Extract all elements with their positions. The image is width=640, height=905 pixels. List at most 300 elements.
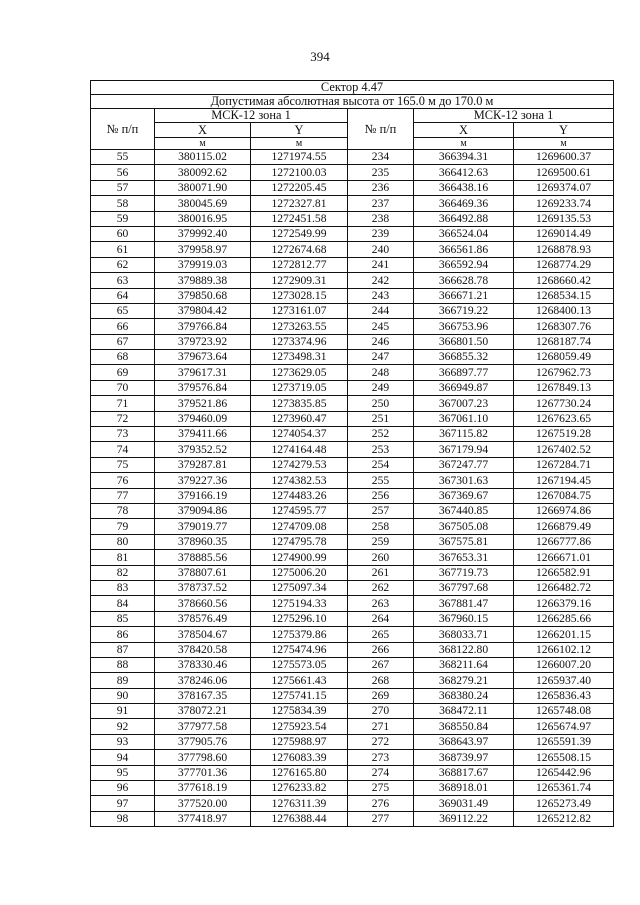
point-number-right: 242 [348, 273, 414, 288]
y-value-left: 1276311.39 [251, 796, 348, 811]
y-value-right: 1269374.07 [514, 180, 614, 195]
x-value-left: 379766.84 [155, 319, 251, 334]
x-value-right: 366628.78 [414, 273, 514, 288]
y-value-right: 1267623.65 [514, 411, 614, 426]
table-row [91, 303, 614, 318]
x-value-left: 379576.84 [155, 380, 251, 395]
y-value-left: 1275379.86 [251, 627, 348, 642]
y-value-left: 1275097.34 [251, 580, 348, 595]
x-value-left: 378737.52 [155, 580, 251, 595]
x-header-left: X [155, 123, 251, 138]
x-value-left: 377701.36 [155, 765, 251, 780]
table-row [91, 550, 614, 565]
number-header-left: № п/п [91, 109, 155, 150]
x-value-right: 368817.67 [414, 765, 514, 780]
x-value-right: 366671.21 [414, 288, 514, 303]
unit-x-left: м [155, 138, 251, 150]
unit-y-left: м [251, 138, 348, 150]
point-number-left: 92 [91, 719, 155, 734]
point-number-right: 263 [348, 596, 414, 611]
x-value-right: 367719.73 [414, 565, 514, 580]
table-row [91, 396, 614, 411]
table-row [91, 411, 614, 426]
point-number-left: 88 [91, 657, 155, 672]
sector-title: Сектор 4.47 [91, 81, 614, 95]
point-number-right: 276 [348, 796, 414, 811]
y-value-left: 1272451.58 [251, 211, 348, 226]
y-value-right: 1265273.49 [514, 796, 614, 811]
table-row [91, 427, 614, 442]
x-value-right: 367179.94 [414, 442, 514, 457]
x-value-left: 377905.76 [155, 734, 251, 749]
table-row [91, 442, 614, 457]
y-value-right: 1268400.13 [514, 303, 614, 318]
x-value-left: 380045.69 [155, 196, 251, 211]
y-header-left: Y [251, 123, 348, 138]
y-value-right: 1265937.40 [514, 673, 614, 688]
x-value-right: 366394.31 [414, 150, 514, 165]
x-value-left: 377798.60 [155, 750, 251, 765]
point-number-right: 273 [348, 750, 414, 765]
x-value-right: 369112.22 [414, 811, 514, 826]
y-value-right: 1266671.01 [514, 550, 614, 565]
zone-header-right: МСК-12 зона 1 [414, 109, 614, 123]
x-value-left: 379723.92 [155, 334, 251, 349]
y-value-left: 1272100.03 [251, 165, 348, 180]
y-value-right: 1267402.52 [514, 442, 614, 457]
y-value-right: 1265442.96 [514, 765, 614, 780]
y-value-left: 1274279.53 [251, 457, 348, 472]
point-number-right: 246 [348, 334, 414, 349]
point-number-left: 59 [91, 211, 155, 226]
point-number-left: 79 [91, 519, 155, 534]
point-number-right: 245 [348, 319, 414, 334]
point-number-left: 66 [91, 319, 155, 334]
x-value-right: 367881.47 [414, 596, 514, 611]
y-value-left: 1275474.96 [251, 642, 348, 657]
point-number-left: 89 [91, 673, 155, 688]
y-value-left: 1275834.39 [251, 704, 348, 719]
point-number-right: 277 [348, 811, 414, 826]
table-row [91, 750, 614, 765]
y-value-left: 1272549.99 [251, 226, 348, 241]
point-number-left: 55 [91, 150, 155, 165]
point-number-left: 81 [91, 550, 155, 565]
x-value-right: 366469.36 [414, 196, 514, 211]
y-header-right: Y [514, 123, 614, 138]
table-body [91, 150, 614, 827]
table-row [91, 319, 614, 334]
y-value-right: 1265748.08 [514, 704, 614, 719]
y-value-left: 1275194.33 [251, 596, 348, 611]
y-value-right: 1266582.91 [514, 565, 614, 580]
y-value-right: 1269014.49 [514, 226, 614, 241]
table-row [91, 457, 614, 472]
point-number-right: 249 [348, 380, 414, 395]
point-number-left: 56 [91, 165, 155, 180]
x-value-left: 378504.67 [155, 627, 251, 642]
point-number-left: 93 [91, 734, 155, 749]
table-row [91, 704, 614, 719]
y-value-left: 1276233.82 [251, 781, 348, 796]
x-value-right: 367653.31 [414, 550, 514, 565]
point-number-right: 248 [348, 365, 414, 380]
y-value-right: 1267194.45 [514, 473, 614, 488]
table-row [91, 273, 614, 288]
x-value-right: 367797.68 [414, 580, 514, 595]
table-row [91, 765, 614, 780]
x-value-left: 379166.19 [155, 488, 251, 503]
y-value-left: 1273028.15 [251, 288, 348, 303]
point-number-left: 67 [91, 334, 155, 349]
point-number-left: 90 [91, 688, 155, 703]
y-value-right: 1266379.16 [514, 596, 614, 611]
x-value-left: 378576.49 [155, 611, 251, 626]
table-row [91, 596, 614, 611]
x-value-left: 378330.46 [155, 657, 251, 672]
x-value-right: 368550.84 [414, 719, 514, 734]
x-value-right: 367440.85 [414, 503, 514, 518]
x-value-right: 368643.97 [414, 734, 514, 749]
table-row [91, 781, 614, 796]
x-value-left: 379521.86 [155, 396, 251, 411]
y-value-right: 1266777.86 [514, 534, 614, 549]
point-number-left: 61 [91, 242, 155, 257]
point-number-right: 261 [348, 565, 414, 580]
x-value-right: 366719.22 [414, 303, 514, 318]
x-value-left: 377520.00 [155, 796, 251, 811]
x-value-left: 380092.62 [155, 165, 251, 180]
y-value-right: 1266482.72 [514, 580, 614, 595]
point-number-right: 265 [348, 627, 414, 642]
x-value-right: 368211.64 [414, 657, 514, 672]
y-value-left: 1274795.78 [251, 534, 348, 549]
y-value-left: 1271974.55 [251, 150, 348, 165]
x-value-right: 366592.94 [414, 257, 514, 272]
y-value-right: 1269233.74 [514, 196, 614, 211]
point-number-right: 260 [348, 550, 414, 565]
x-value-left: 379287.81 [155, 457, 251, 472]
table-row [91, 350, 614, 365]
y-value-left: 1273498.31 [251, 350, 348, 365]
y-value-left: 1272812.77 [251, 257, 348, 272]
x-value-right: 366753.96 [414, 319, 514, 334]
table-row [91, 657, 614, 672]
point-number-right: 239 [348, 226, 414, 241]
x-value-right: 368739.97 [414, 750, 514, 765]
x-value-right: 367115.82 [414, 427, 514, 442]
point-number-left: 84 [91, 596, 155, 611]
y-value-right: 1268774.29 [514, 257, 614, 272]
table-row [91, 688, 614, 703]
point-number-right: 275 [348, 781, 414, 796]
point-number-right: 254 [348, 457, 414, 472]
x-value-left: 379460.09 [155, 411, 251, 426]
table-row [91, 226, 614, 241]
y-value-left: 1274054.37 [251, 427, 348, 442]
point-number-left: 68 [91, 350, 155, 365]
y-value-left: 1276083.39 [251, 750, 348, 765]
x-value-left: 380071.90 [155, 180, 251, 195]
point-number-left: 70 [91, 380, 155, 395]
point-number-right: 272 [348, 734, 414, 749]
x-value-left: 379889.38 [155, 273, 251, 288]
point-number-left: 62 [91, 257, 155, 272]
x-value-right: 366561.86 [414, 242, 514, 257]
table-row [91, 257, 614, 272]
x-value-left: 379804.42 [155, 303, 251, 318]
y-value-left: 1275661.43 [251, 673, 348, 688]
point-number-left: 76 [91, 473, 155, 488]
y-value-left: 1273719.05 [251, 380, 348, 395]
y-value-right: 1266974.86 [514, 503, 614, 518]
table-row [91, 165, 614, 180]
y-value-right: 1265591.39 [514, 734, 614, 749]
x-value-right: 367369.67 [414, 488, 514, 503]
x-value-right: 368918.01 [414, 781, 514, 796]
y-value-left: 1272909.31 [251, 273, 348, 288]
x-value-right: 368472.11 [414, 704, 514, 719]
point-number-left: 96 [91, 781, 155, 796]
point-number-right: 253 [348, 442, 414, 457]
point-number-left: 87 [91, 642, 155, 657]
table-row [91, 242, 614, 257]
y-value-right: 1266102.12 [514, 642, 614, 657]
point-number-left: 85 [91, 611, 155, 626]
point-number-right: 268 [348, 673, 414, 688]
x-value-left: 378660.56 [155, 596, 251, 611]
y-value-right: 1269600.37 [514, 150, 614, 165]
table-row [91, 519, 614, 534]
table-row [91, 196, 614, 211]
x-value-left: 377418.97 [155, 811, 251, 826]
table-row [91, 288, 614, 303]
x-value-right: 368279.21 [414, 673, 514, 688]
y-value-right: 1268059.49 [514, 350, 614, 365]
point-number-left: 75 [91, 457, 155, 472]
x-value-right: 366897.77 [414, 365, 514, 380]
y-value-right: 1265361.74 [514, 781, 614, 796]
point-number-right: 234 [348, 150, 414, 165]
y-value-left: 1275006.20 [251, 565, 348, 580]
x-value-right: 367505.08 [414, 519, 514, 534]
y-value-left: 1275923.54 [251, 719, 348, 734]
point-number-right: 259 [348, 534, 414, 549]
y-value-left: 1273835.85 [251, 396, 348, 411]
x-value-left: 379919.03 [155, 257, 251, 272]
number-header-right: № п/п [348, 109, 414, 150]
y-value-left: 1273374.96 [251, 334, 348, 349]
table-row [91, 211, 614, 226]
y-value-left: 1273960.47 [251, 411, 348, 426]
point-number-right: 257 [348, 503, 414, 518]
x-value-right: 367007.23 [414, 396, 514, 411]
point-number-left: 65 [91, 303, 155, 318]
point-number-left: 91 [91, 704, 155, 719]
y-value-right: 1267849.13 [514, 380, 614, 395]
point-number-right: 266 [348, 642, 414, 657]
point-number-left: 64 [91, 288, 155, 303]
y-value-right: 1266879.49 [514, 519, 614, 534]
point-number-right: 250 [348, 396, 414, 411]
x-value-left: 379411.66 [155, 427, 251, 442]
y-value-left: 1274382.53 [251, 473, 348, 488]
table-row [91, 627, 614, 642]
point-number-right: 270 [348, 704, 414, 719]
table-row [91, 473, 614, 488]
y-value-right: 1268878.93 [514, 242, 614, 257]
x-value-right: 368380.24 [414, 688, 514, 703]
point-number-right: 247 [348, 350, 414, 365]
x-value-left: 378885.56 [155, 550, 251, 565]
y-value-right: 1268660.42 [514, 273, 614, 288]
unit-y-right: м [514, 138, 614, 150]
point-number-left: 95 [91, 765, 155, 780]
point-number-right: 241 [348, 257, 414, 272]
point-number-right: 269 [348, 688, 414, 703]
point-number-right: 235 [348, 165, 414, 180]
y-value-right: 1268187.74 [514, 334, 614, 349]
y-value-left: 1274595.77 [251, 503, 348, 518]
point-number-left: 69 [91, 365, 155, 380]
point-number-left: 94 [91, 750, 155, 765]
point-number-right: 264 [348, 611, 414, 626]
y-value-right: 1267519.28 [514, 427, 614, 442]
height-note: Допустимая абсолютная высота от 165.0 м до 170.0 м [91, 95, 614, 109]
x-value-left: 379094.86 [155, 503, 251, 518]
point-number-right: 256 [348, 488, 414, 503]
y-value-right: 1265674.97 [514, 719, 614, 734]
y-value-left: 1275988.97 [251, 734, 348, 749]
point-number-right: 252 [348, 427, 414, 442]
x-value-left: 378420.58 [155, 642, 251, 657]
y-value-right: 1268307.76 [514, 319, 614, 334]
x-value-left: 379992.40 [155, 226, 251, 241]
point-number-left: 60 [91, 226, 155, 241]
y-value-left: 1274709.08 [251, 519, 348, 534]
x-value-left: 379352.52 [155, 442, 251, 457]
x-value-left: 378246.06 [155, 673, 251, 688]
x-value-left: 379019.77 [155, 519, 251, 534]
x-value-left: 378960.35 [155, 534, 251, 549]
y-value-left: 1276388.44 [251, 811, 348, 826]
x-value-right: 368122.80 [414, 642, 514, 657]
table-row [91, 180, 614, 195]
x-value-right: 366492.88 [414, 211, 514, 226]
point-number-right: 244 [348, 303, 414, 318]
point-number-left: 78 [91, 503, 155, 518]
point-number-right: 267 [348, 657, 414, 672]
y-value-right: 1265508.15 [514, 750, 614, 765]
table-row [91, 673, 614, 688]
y-value-right: 1266201.15 [514, 627, 614, 642]
point-number-left: 63 [91, 273, 155, 288]
x-value-right: 367575.81 [414, 534, 514, 549]
point-number-right: 255 [348, 473, 414, 488]
point-number-right: 262 [348, 580, 414, 595]
point-number-left: 71 [91, 396, 155, 411]
x-value-right: 369031.49 [414, 796, 514, 811]
y-value-right: 1266285.66 [514, 611, 614, 626]
point-number-right: 251 [348, 411, 414, 426]
table-row [91, 580, 614, 595]
x-value-left: 378807.61 [155, 565, 251, 580]
x-value-right: 367960.15 [414, 611, 514, 626]
x-value-right: 367301.63 [414, 473, 514, 488]
x-value-left: 377977.58 [155, 719, 251, 734]
point-number-right: 243 [348, 288, 414, 303]
x-value-left: 379958.97 [155, 242, 251, 257]
y-value-left: 1274483.26 [251, 488, 348, 503]
table-row [91, 734, 614, 749]
table-row [91, 811, 614, 826]
x-header-right: X [414, 123, 514, 138]
x-value-right: 366524.04 [414, 226, 514, 241]
y-value-left: 1273629.05 [251, 365, 348, 380]
y-value-right: 1265212.82 [514, 811, 614, 826]
y-value-left: 1276165.80 [251, 765, 348, 780]
x-value-left: 379850.68 [155, 288, 251, 303]
y-value-right: 1269500.61 [514, 165, 614, 180]
y-value-right: 1267284.71 [514, 457, 614, 472]
point-number-right: 240 [348, 242, 414, 257]
table-row [91, 565, 614, 580]
y-value-right: 1265836.43 [514, 688, 614, 703]
x-value-right: 366801.50 [414, 334, 514, 349]
y-value-right: 1266007.20 [514, 657, 614, 672]
table-row [91, 150, 614, 165]
x-value-right: 366412.63 [414, 165, 514, 180]
y-value-right: 1269135.53 [514, 211, 614, 226]
page-number: 394 [310, 49, 330, 64]
y-value-right: 1268534.15 [514, 288, 614, 303]
point-number-left: 72 [91, 411, 155, 426]
point-number-right: 236 [348, 180, 414, 195]
table-row [91, 611, 614, 626]
table-row [91, 488, 614, 503]
zone-header-left: МСК-12 зона 1 [155, 109, 348, 123]
y-value-left: 1273161.07 [251, 303, 348, 318]
point-number-left: 58 [91, 196, 155, 211]
point-number-left: 86 [91, 627, 155, 642]
point-number-left: 97 [91, 796, 155, 811]
x-value-left: 379673.64 [155, 350, 251, 365]
table-row [91, 796, 614, 811]
point-number-right: 238 [348, 211, 414, 226]
y-value-left: 1274164.48 [251, 442, 348, 457]
table-row [91, 642, 614, 657]
table-row [91, 719, 614, 734]
point-number-left: 82 [91, 565, 155, 580]
x-value-left: 380115.02 [155, 150, 251, 165]
y-value-left: 1272674.68 [251, 242, 348, 257]
y-value-left: 1274900.99 [251, 550, 348, 565]
x-value-right: 367247.77 [414, 457, 514, 472]
y-value-left: 1273263.55 [251, 319, 348, 334]
point-number-left: 57 [91, 180, 155, 195]
unit-x-right: м [414, 138, 514, 150]
table-row [91, 365, 614, 380]
table-row [91, 380, 614, 395]
x-value-right: 366855.32 [414, 350, 514, 365]
y-value-right: 1267084.75 [514, 488, 614, 503]
point-number-left: 83 [91, 580, 155, 595]
point-number-left: 80 [91, 534, 155, 549]
x-value-left: 379617.31 [155, 365, 251, 380]
point-number-left: 77 [91, 488, 155, 503]
x-value-left: 380016.95 [155, 211, 251, 226]
x-value-right: 368033.71 [414, 627, 514, 642]
